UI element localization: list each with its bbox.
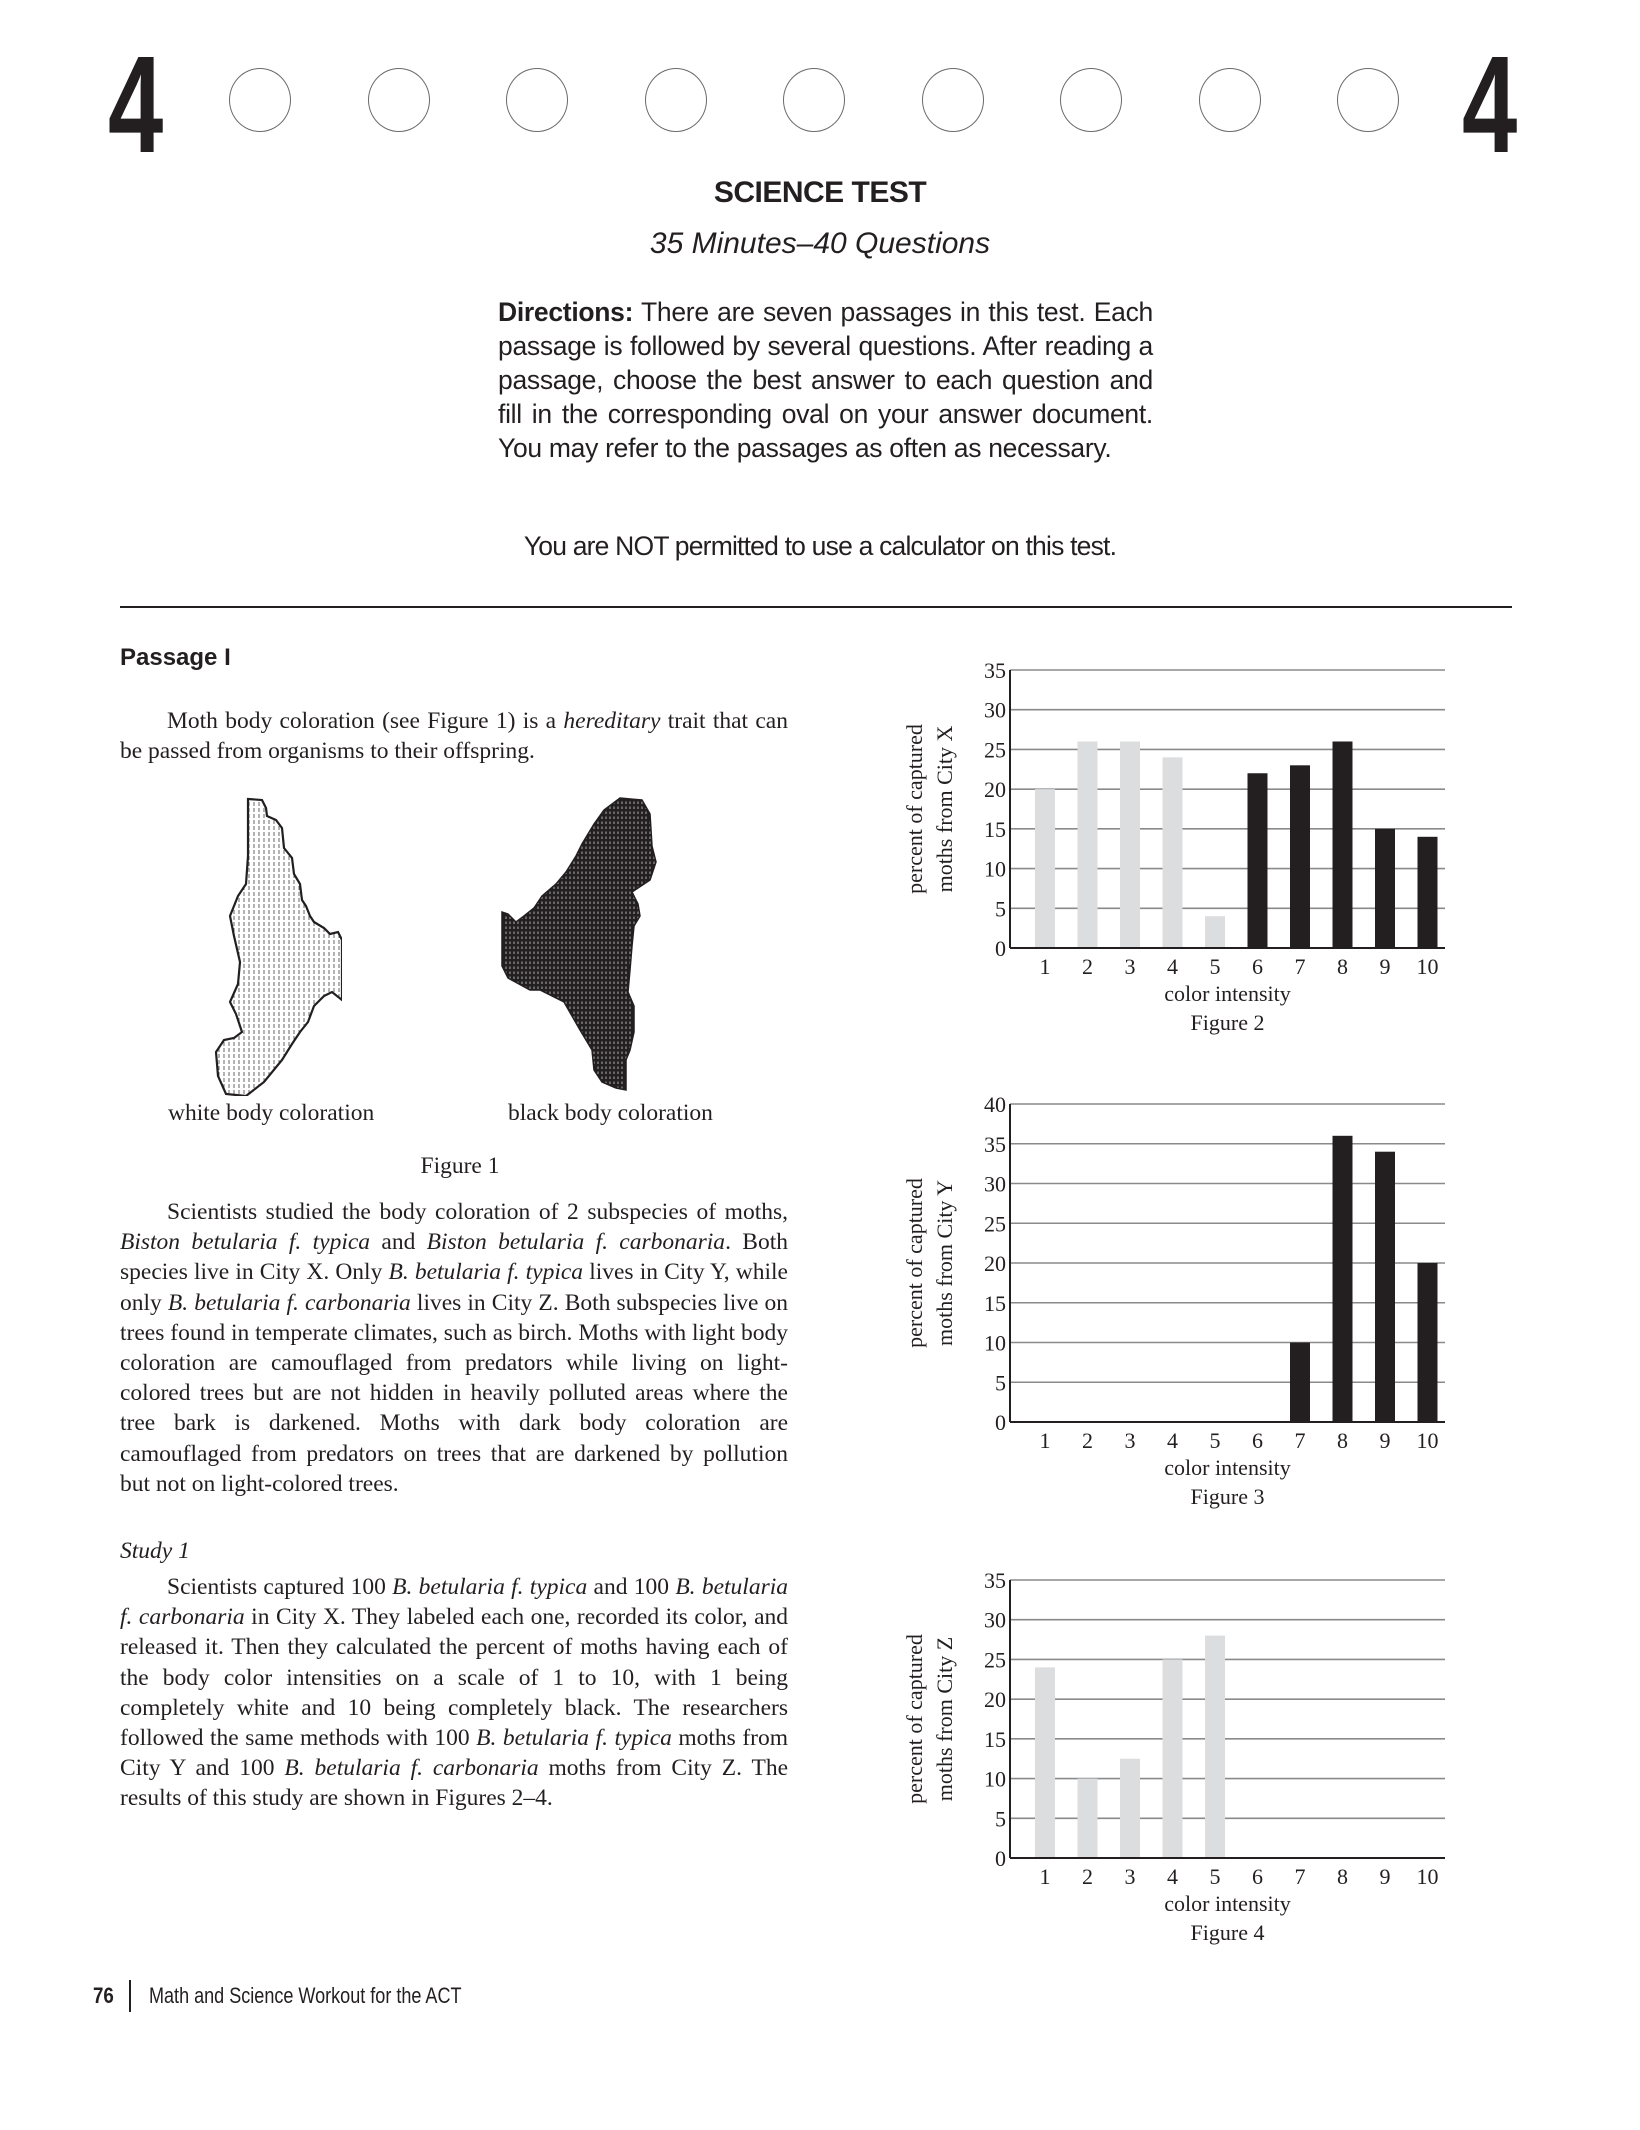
- x-tick-label: 1: [1039, 1864, 1051, 1889]
- x-tick-label: 4: [1167, 1428, 1178, 1453]
- passage-label: Passage I: [120, 644, 231, 671]
- test-title: SCIENCE TEST: [713, 176, 927, 209]
- page-number: 76: [93, 1983, 114, 2008]
- decorative-oval: [368, 68, 430, 132]
- decorative-oval: [645, 68, 707, 132]
- test-subtitle: 35 Minutes–40 Questions: [649, 227, 991, 260]
- y-axis-label: percent of captured: [902, 1178, 927, 1348]
- x-tick-label: 3: [1124, 1864, 1136, 1889]
- text-run: lives in City Y, while only: [120, 1259, 788, 1316]
- x-tick-label: 9: [1379, 1428, 1391, 1453]
- figure-1-caption: Figure 1: [420, 1153, 500, 1179]
- y-tick-label: 35: [984, 1568, 1006, 1593]
- bar-1: [1035, 789, 1055, 948]
- bar-6: [1248, 773, 1268, 948]
- text-run: moths from City Y and 100: [120, 1725, 788, 1782]
- x-tick-label: 7: [1294, 1864, 1306, 1889]
- x-tick-label: 8: [1337, 1864, 1348, 1889]
- decorative-oval: [506, 68, 568, 132]
- species-name: B. betularia f. typica: [476, 1725, 672, 1752]
- calculator-notice: You are NOT permitted to use a calculator on this test.: [523, 531, 1117, 561]
- x-tick-label: 5: [1209, 1428, 1221, 1453]
- x-tick-label: 6: [1252, 1428, 1263, 1453]
- directions-text: There are seven passages in this test. Each passage is followed by several questions. After reading a passage, choose the best answer to each question and fill in the corresponding oval on your answer document. You may refer to the passages as often as necessary.: [498, 297, 1153, 463]
- y-tick-label: 10: [984, 856, 1006, 882]
- figure-caption: Figure 3: [1190, 1484, 1265, 1509]
- x-tick-label: 1: [1039, 1428, 1051, 1453]
- x-axis-label: color intensity: [1164, 981, 1291, 1006]
- section-divider: [120, 606, 1512, 608]
- y-tick-label: 25: [984, 737, 1006, 763]
- text-run: and 100: [587, 1574, 676, 1600]
- page-footer: [93, 1980, 530, 2012]
- y-tick-label: 40: [984, 1092, 1006, 1117]
- y-tick-label: 15: [984, 816, 1006, 842]
- passage-intro: Moth body coloration (see Figure 1) is a hereditary trait that can be passed from organisms to their offspring.: [120, 708, 788, 765]
- decorative-oval: [229, 68, 291, 132]
- y-tick-label: 10: [984, 1766, 1006, 1792]
- y-tick-label: 35: [984, 658, 1006, 683]
- y-tick-label: 5: [995, 1806, 1006, 1832]
- species-name: B. betularia f. typica: [392, 1574, 588, 1600]
- x-tick-label: 9: [1379, 1864, 1391, 1889]
- hereditary-term: hereditary: [563, 708, 661, 734]
- figure-caption: Figure 2: [1190, 1010, 1265, 1035]
- species-name: B. betularia f. typica: [388, 1259, 584, 1286]
- x-tick-label: 8: [1337, 954, 1348, 979]
- x-axis-label: color intensity: [1164, 1455, 1291, 1480]
- x-tick-label: 2: [1082, 1428, 1093, 1453]
- y-axis-label: moths from City Y: [932, 1179, 957, 1347]
- section-number-left: 4: [108, 28, 164, 182]
- bar-4: [1163, 1659, 1183, 1858]
- x-tick-label: 3: [1124, 1428, 1136, 1453]
- bar-9: [1375, 829, 1395, 948]
- y-tick-label: 35: [984, 1131, 1006, 1157]
- y-tick-label: 0: [995, 1846, 1006, 1871]
- x-tick-label: 9: [1379, 954, 1391, 979]
- y-tick-label: 30: [984, 1171, 1006, 1197]
- y-tick-label: 5: [995, 1370, 1006, 1396]
- text-run: and: [370, 1229, 427, 1256]
- x-tick-label: 2: [1082, 954, 1093, 979]
- black-moth-caption: black body coloration: [508, 1100, 713, 1126]
- y-axis-label: moths from City Z: [932, 1636, 957, 1802]
- x-tick-label: 10: [1416, 1428, 1439, 1453]
- bar-10: [1418, 1263, 1438, 1422]
- bar-8: [1333, 1136, 1353, 1422]
- y-tick-label: 20: [984, 777, 1006, 803]
- bar-2: [1078, 741, 1098, 948]
- bar-10: [1418, 837, 1438, 948]
- decorative-oval: [1199, 68, 1261, 132]
- bar-5: [1205, 916, 1225, 948]
- text-run: Scientists captured 100: [167, 1574, 393, 1600]
- x-tick-label: 10: [1416, 954, 1439, 979]
- bar-1: [1035, 1667, 1055, 1858]
- x-tick-label: 6: [1252, 954, 1263, 979]
- text-run: moths from City Z. The results of this study are shown in Figures 2–4.: [120, 1755, 788, 1812]
- y-tick-label: 15: [984, 1290, 1006, 1316]
- decorative-oval: [1060, 68, 1122, 132]
- x-tick-label: 4: [1167, 1864, 1178, 1889]
- directions-label: Directions:: [498, 297, 634, 327]
- directions: [498, 295, 1153, 465]
- x-tick-label: 7: [1294, 1428, 1306, 1453]
- x-tick-label: 5: [1209, 1864, 1221, 1889]
- x-tick-label: 7: [1294, 954, 1306, 979]
- y-tick-label: 25: [984, 1211, 1006, 1237]
- text-run: lives in City Z. Both subspecies live on trees found in temperate climates, such as birch. Moths with light body coloration are camouflaged from predators while living on light-colored trees but are not hidden in heavily polluted areas where the tree bark is darkened. Moths with dark body coloration are camouflaged from predators on trees that are darkened by pollution but not on light-colored trees.: [120, 1289, 789, 1497]
- study-1-label: Study 1: [120, 1538, 190, 1564]
- y-axis-label: percent of captured: [902, 724, 927, 894]
- white-moth-caption: white body coloration: [168, 1100, 375, 1126]
- y-axis-label: moths from City X: [932, 725, 957, 893]
- x-tick-label: 5: [1209, 954, 1221, 979]
- figure-3-chart: [870, 1084, 1460, 1537]
- figure-caption: Figure 4: [1190, 1920, 1265, 1945]
- y-tick-label: 25: [984, 1647, 1006, 1673]
- y-tick-label: 30: [984, 1607, 1006, 1633]
- text-run: Scientists studied the body coloration of 2 subspecies of moths,: [167, 1199, 788, 1225]
- y-tick-label: 20: [984, 1251, 1006, 1276]
- y-axis-label: percent of captured: [902, 1634, 927, 1804]
- x-tick-label: 3: [1124, 954, 1136, 979]
- black-moth-illustration: [500, 796, 670, 1096]
- x-tick-label: 4: [1167, 954, 1178, 979]
- species-name: Biston betularia f. carbonaria: [426, 1229, 726, 1256]
- decorative-oval: [922, 68, 984, 132]
- bar-7: [1290, 1343, 1310, 1423]
- bar-4: [1163, 757, 1183, 948]
- x-tick-label: 1: [1039, 954, 1051, 979]
- x-tick-label: 8: [1337, 1428, 1348, 1453]
- y-tick-label: 5: [995, 896, 1006, 922]
- study-1-paragraph: [120, 1572, 788, 1814]
- x-tick-label: 10: [1416, 1864, 1439, 1889]
- y-tick-label: 15: [984, 1726, 1006, 1752]
- book-title: Math and Science Workout for the ACT: [148, 1983, 462, 2008]
- bar-9: [1375, 1152, 1395, 1422]
- decorative-oval: [783, 68, 845, 132]
- text-run: . Both species live in City X. Only: [120, 1229, 788, 1286]
- y-tick-label: 30: [984, 697, 1006, 723]
- y-tick-label: 10: [984, 1330, 1006, 1356]
- figure-2-chart: [870, 650, 1460, 1063]
- bar-8: [1333, 741, 1353, 948]
- y-tick-label: 20: [984, 1687, 1006, 1713]
- bar-7: [1290, 765, 1310, 948]
- species-name: B. betularia f. carbonaria: [167, 1289, 411, 1316]
- bar-5: [1205, 1636, 1225, 1858]
- text-run: in City X. They labeled each one, recorded its color, and released it. Then they calculated the percent of moths having each of the body color intensities on a scale of 1 to 10, with 1 being completely white and 10 being completely black. The researchers followed the same methods with 100: [120, 1604, 788, 1752]
- x-tick-label: 2: [1082, 1864, 1093, 1889]
- footer-separator: [129, 1980, 131, 2012]
- species-name: Biston betularia f. typica: [120, 1229, 371, 1256]
- species-name: B. betularia f. carbonaria: [120, 1574, 789, 1631]
- figure-4-chart: [870, 1560, 1460, 1973]
- x-axis-label: color intensity: [1164, 1891, 1291, 1916]
- bar-3: [1120, 1759, 1140, 1858]
- y-tick-label: 0: [995, 936, 1006, 961]
- species-name: B. betularia f. carbonaria: [284, 1755, 539, 1782]
- bar-3: [1120, 741, 1140, 948]
- bar-2: [1078, 1779, 1098, 1858]
- decorative-oval: [1337, 68, 1399, 132]
- x-tick-label: 6: [1252, 1864, 1263, 1889]
- passage-paragraph-2: [120, 1197, 788, 1499]
- section-number-right: 4: [1462, 28, 1518, 182]
- white-moth-illustration: [212, 796, 342, 1096]
- y-tick-label: 0: [995, 1410, 1006, 1435]
